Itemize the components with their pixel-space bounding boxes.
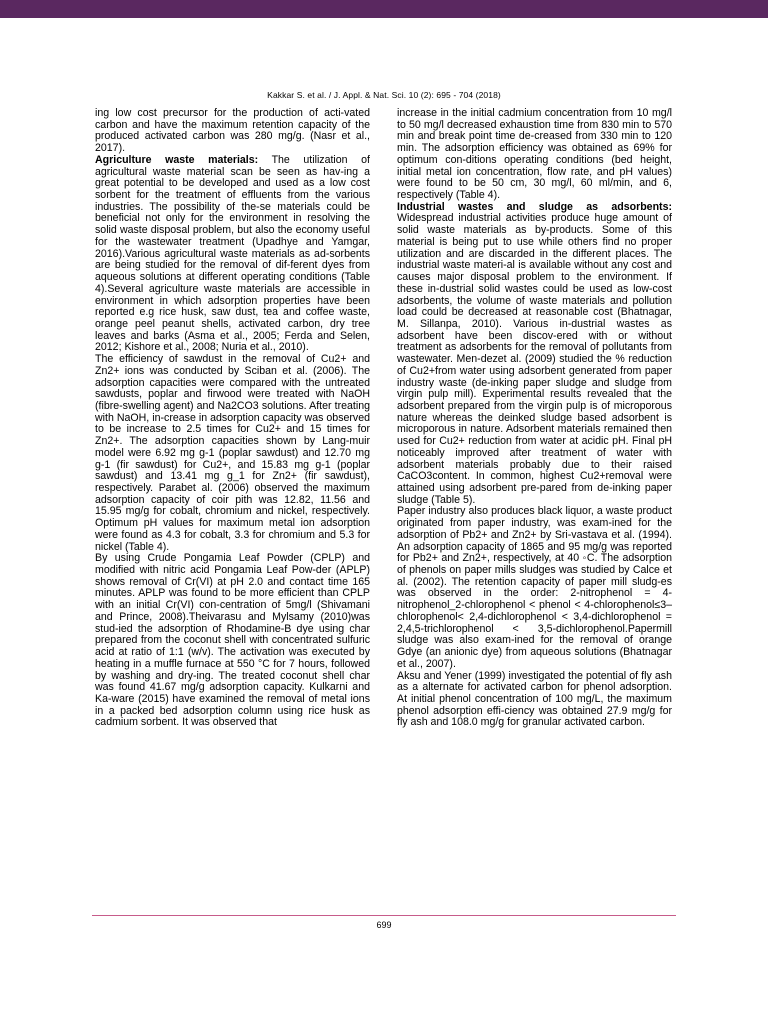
- left-column: [95, 108, 370, 729]
- right-paragraph-1: increase in the initial cadmium concentration from 10 mg/l to 50 mg/l decreased exhaustion time from 830 min to 570 min and break point time de-creased from 330 min to 120 min. The adsorption efficiency was obtained as 69% for optimum con-ditions operating conditions (bed height, initial metal ion concentration, flow rate, and pH values) were found to be 50 cm, 30 mg/l, 60 ml/min, and 6, respectively (Table 4).: [397, 107, 672, 202]
- section-heading-industrial: Industrial wastes and sludge as adsorbents:: [397, 200, 672, 213]
- left-paragraph-4: By using Crude Pongamia Leaf Powder (CPLP) and modified with nitric acid Pongamia Leaf Pow-der (APLP) shows removal of Cr(VI) at pH 2.0 and contact time 165 minutes. APLP was found to be more efficient than CPLP with an initial Cr(VI) con-centration of 5mg/l (Shivamani and Prince, 2008).Theivarasu and Mylsamy (2010)was stud-ied the adsorption of Rhodamine-B dye using char prepared from the coconut shell with concentrated sulfuric acid at ratio of 1:1 (w/v). The activation was executed by heating in a muffle furnace at 550 °C for 7 hours, followed by washing and dry-ing. The treated coconut shell char was found 41.67 mg/g adsorption capacity. Kulkarni and Ka-ware (2015) have examined the removal of metal ions in a packed bed adsorption column using rice husk as cadmium sorbent. It was observed that: [95, 552, 370, 729]
- right-paragraph-2-text: Widespread industrial activities produce huge amount of solid waste materials as by-products. Some of this material is being put to use while others find no proper utilization and are discarded in the different places. The industrial waste materi-al is available without any cost and causes major disposal problem to the environment. If these in-dustrial solid wastes could be used as low-cost adsorbents, the volume of waste materials and pollution load could be decreased at reasonable cost (Bhatnagar, M. Sillanpa, 2010). Various in-dustrial wastes as adsorbent have been discov-ered with or without treatment as adsorbents for the removal of pollutants from wastewater. Men-dezet al. (2009) studied the % reduction of Cu2+from water using adsorbent generated from paper industry waste (de-inking paper sludge and sludge from virgin pulp mill). Experimental results revealed that the adsorbent prepared from the virgin pulp is of microporous nature whereas the deinked sludge based adsorbent is microporous in nature. Adsorbent materials remained then used for Cu2+ reduction from water at acidic pH. Final pH noticeably improved after treatment of water with adsorbent materials probably due to their raised CaCO3content. In common, highest Cu2+removal were attained using adsorbent pre-pared from de-inking paper sludge (Table 5).: [397, 212, 672, 506]
- right-paragraph-4: Aksu and Yener (1999) investigated the potential of fly ash as a alternate for activated carbon for phenol adsorption. At initial phenol concentration of 100 mg/L, the maximum phenol adsorption effi-ciency was obtained 27.9 mg/g for fly ash and 108.0 mg/g for granular activated carbon.: [397, 669, 672, 729]
- left-paragraph-1: ing low cost precursor for the production of acti-vated carbon and have the maximum retention capacity of the produced activated carbon was 280 mg/g. (Nasr et al., 2017).: [95, 107, 370, 155]
- right-paragraph-3: Paper industry also produces black liquor, a waste product originated from paper industry, was exam-ined for the adsorption of Pb2+ and Zn2+ by Sri-vastava et al. (1994). An adsorption capacity of 1865 and 95 mg/g was reported for Pb2+ and Zn2+, respectively, at 40 ◦C. The adsorption of phenols on paper mills sludges was studied by Calce et al. (2002). The retention capacity of paper mill sludg-es was observed in the order: 2-nitrophenol = 4-nitrophenol_2-chlorophenol < phenol < 4-chlorophenol≤3–chlorophenol< 2,4-dichlorophenol < 3,4-dichlorophenol = 2,4,5-trichlorophenol < 3,5-dichlorophenol.Papermill sludge was also exam-ined for the removal of orange Gdye (an anionic dye) from aqueous solutions (Bhatnagar et al., 2007).: [397, 505, 672, 670]
- top-banner: [0, 0, 768, 18]
- right-paragraph-2: [397, 202, 672, 507]
- running-header: Kakkar S. et al. / J. Appl. & Nat. Sci. 10 (2): 695 - 704 (2018): [267, 90, 501, 100]
- left-paragraph-3: The efficiency of sawdust in the removal of Cu2+ and Zn2+ ions was conducted by Sciban et al. (2006). The adsorption capacities were compared with the untreated sawdusts, poplar and firwood were treated with NaOH (fibre-swelling agent) and Na2CO3 solutions. After treating with NaOH, in-crease in adsorption capacity was observed to be increase to 2.5 times for Cu2+ and 15 times for Zn2+. The adsorption capacities shown by Lang-muir model were 6.92 mg g-1 (poplar sawdust) and 12.70 mg g-1 (fir sawdust) for Cu2+, and 15.83 mg g-1 (poplar sawdust) and 13.41 mg g_1 for Zn2+ (fir sawdust), respectively. Parabet al. (2006) observed the maximum adsorption capacity of coir pith was 12.82, 11.56 and 15.95 mg/g for cobalt, chromium and nickel, respectively. Optimum pH values for maximum metal ion adsorption were found as 4.3 for cobalt, 3.3 for chromium and 5.3 for nickel (Table 4).: [95, 353, 370, 553]
- left-paragraph-2-text: The utilization of agricultural waste material scan be seen as hav-ing a great potential to be developed and used as a low cost sorbent for the treatment of effluents from the various industries. The possibility of the-se materials could be beneficial not only for the environment in resolving the solid waste disposal problem, but also the economy useful for the wastewater treatment (Upadhye and Yamgar, 2016).Various agricultural waste materials as ad-sorbents are being studied for the removal of dif-ferent dyes from aqueous solutions at different operating conditions (Table 4).Several agriculture waste materials are accessible in environment in which adsorption properties have been reported e.g rice husk, saw dust, tea and coffee waste, orange peel peanut shells, activated carbon, dry tree leaves and barks (Asma et al., 2005; Ferda and Selen, 2012; Kishore et al., 2008; Nuria et al., 2010).: [95, 153, 370, 354]
- footer-rule: [92, 915, 676, 916]
- page-number: 699: [376, 920, 392, 930]
- left-paragraph-2: [95, 155, 370, 354]
- section-heading-agriculture: Agriculture waste materials:: [95, 153, 259, 166]
- right-column: [397, 108, 672, 729]
